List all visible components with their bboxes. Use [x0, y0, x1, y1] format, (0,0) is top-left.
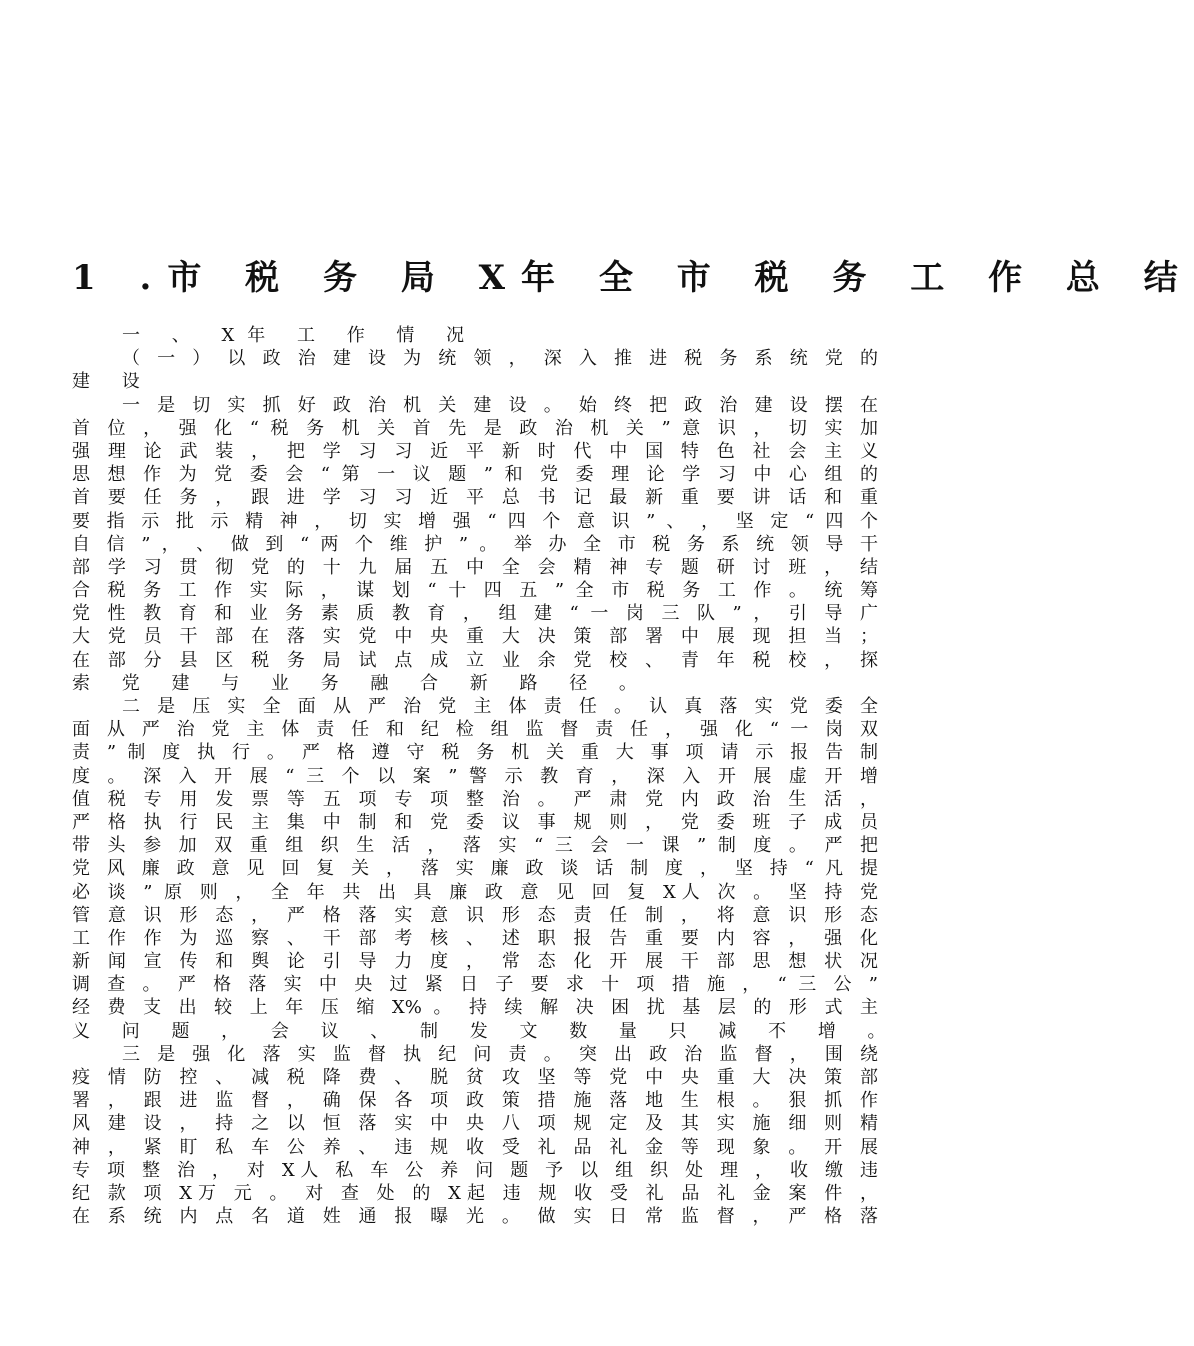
body-line: 在 部 分 县 区 税 务 局 试 点 成 立 业 余 党 校 、 青 年 税 校 ， 探: [72, 649, 878, 671]
document-title: 1 .市 税 务 局 X年 全 市 税 务 工 作 总 结: [72, 258, 1194, 298]
body-line: 大 党 员 干 部 在 落 实 党 中 央 重 大 决 策 部 署 中 展 现 担 当 ；: [72, 626, 878, 648]
body-line: 面 从 严 治 党 主 体 责 任 和 纪 检 组 监 督 责 任 ， 强 化 “ 一 岗 双: [72, 719, 878, 741]
body-line: 首 要 任 务 ， 跟 进 学 习 习 近 平 总 书 记 最 新 重 要 讲 话 和 重: [72, 487, 878, 509]
body-line: 管 意 识 形 态 ， 严 格 落 实 意 识 形 态 责 任 制 ， 将 意 识 形 态: [72, 904, 878, 926]
body-line: 调 查 。 严 格 落 实 中 央 过 紧 日 子 要 求 十 项 措 施 ， “ 三 公 ”: [72, 974, 878, 996]
body-line: 义 问 题 ， 会 议 、 制 发 文 数 量 只 减 不 增 。: [72, 1020, 899, 1042]
body-line: （ 一 ） 以 政 治 建 设 为 统 领 ， 深 入 推 进 税 务 系 统 党 的: [122, 348, 878, 370]
body-line: 纪 款 项 X万 元 。 对 查 处 的 X起 违 规 收 受 礼 品 礼 金 案 件 ，: [72, 1182, 878, 1204]
body-line: 在 系 统 内 点 名 道 姓 通 报 曝 光 。 做 实 日 常 监 督 ， 严 格 落: [72, 1206, 878, 1228]
body-line: 二 是 压 实 全 面 从 严 治 党 主 体 责 任 。 认 真 落 实 党 委 全: [122, 696, 878, 717]
body-line: 风 建 设 ， 持 之 以 恒 落 实 中 央 八 项 规 定 及 其 实 施 细 则 精: [72, 1113, 878, 1135]
body-line: 合 税 务 工 作 实 际 ， 谋 划 “ 十 四 五 ” 全 市 税 务 工 作 。 统 筹: [72, 580, 878, 602]
body-line: 值 税 专 用 发 票 等 五 项 专 项 整 治 。 严 肃 党 内 政 治 生 活 ，: [72, 788, 878, 810]
body-line: 部 学 习 贯 彻 党 的 十 九 届 五 中 全 会 精 神 专 题 研 讨 班 ， 结: [72, 556, 878, 578]
body-line: 索 党 建 与 业 务 融 合 新 路 径 。: [72, 672, 650, 694]
body-line: 责 ” 制 度 执 行 。 严 格 遵 守 税 务 机 关 重 大 事 项 请 示 报 告 制: [72, 742, 878, 764]
body-line: 神 ， 紧 盯 私 车 公 养 、 违 规 收 受 礼 品 礼 金 等 现 象 。 开 展: [72, 1136, 878, 1158]
body-line: 首 位 ， 强 化 “ 税 务 机 关 首 先 是 政 治 机 关 ” 意 识 ， 切 实 加: [72, 417, 878, 439]
body-line: 思 想 作 为 党 委 会 “ 第 一 议 题 ” 和 党 委 理 论 学 习 中 心 组 的: [72, 464, 878, 486]
body-line: 专 项 整 治 ， 对 X人 私 车 公 养 问 题 予 以 组 织 处 理 ， 收 缴 违: [72, 1159, 878, 1181]
body-line: 自 信 ” ， 、 做 到 “ 两 个 维 护 ” 。 举 办 全 市 税 务 系 统 领 导 干: [72, 533, 878, 555]
body-line: 工 作 作 为 巡 察 、 干 部 考 核 、 述 职 报 告 重 要 内 容 ， 强 化: [72, 927, 878, 949]
body-line: 经 费 支 出 较 上 年 压 缩 X% 。 持 续 解 决 困 扰 基 层 的 形 式 主: [72, 997, 878, 1019]
body-line: 一 是 切 实 抓 好 政 治 机 关 建 设 。 始 终 把 政 治 建 设 摆 在: [122, 394, 878, 416]
body-line: 党 性 教 育 和 业 务 素 质 教 育 ， 组 建 “ 一 岗 三 队 ” ， 引 导 广: [72, 603, 878, 625]
body-line: 三 是 强 化 落 实 监 督 执 纪 问 责 。 突 出 政 治 监 督 ， 围 绕: [122, 1043, 878, 1065]
body-line: 新 闻 宣 传 和 舆 论 引 导 力 度 ， 常 态 化 开 展 干 部 思 想 状 况: [72, 951, 878, 973]
body-line: 党 风 廉 政 意 见 回 复 关 ， 落 实 廉 政 谈 话 制 度 ， 坚 持 “ 凡 提: [72, 858, 878, 880]
body-line: 一 、 X年 工 作 情 况: [122, 325, 478, 346]
body-line: 严 格 执 行 民 主 集 中 制 和 党 委 议 事 规 则 ， 党 委 班 子 成 员: [72, 811, 878, 833]
body-line: 疫 情 防 控 、 减 税 降 费 、 脱 贫 攻 坚 等 党 中 央 重 大 决 策 部: [72, 1067, 878, 1088]
document-body: [72, 324, 899, 1228]
body-line: 建 设: [72, 371, 153, 393]
body-line: 强 理 论 武 装 ， 把 学 习 习 近 平 新 时 代 中 国 特 色 社 会 主 义: [72, 440, 878, 462]
body-line: 带 头 参 加 双 重 组 织 生 活 ， 落 实 “ 三 会 一 课 ” 制 度 。 严 把: [72, 835, 878, 857]
body-line: 署 ， 跟 进 监 督 ， 确 保 各 项 政 策 措 施 落 地 生 根 。 狠 抓 作: [72, 1090, 878, 1112]
body-line: 要 指 示 批 示 精 神 ， 切 实 增 强 “ 四 个 意 识 ” 、 ， 坚 定 “ 四 个: [72, 510, 878, 532]
body-line: 度 。 深 入 开 展 “ 三 个 以 案 ” 警 示 教 育 ， 深 入 开 展 虚 开 增: [72, 765, 878, 787]
body-line: 必 谈 ” 原 则 ， 全 年 共 出 具 廉 政 意 见 回 复 X人 次 。 坚 持 党: [72, 881, 878, 903]
